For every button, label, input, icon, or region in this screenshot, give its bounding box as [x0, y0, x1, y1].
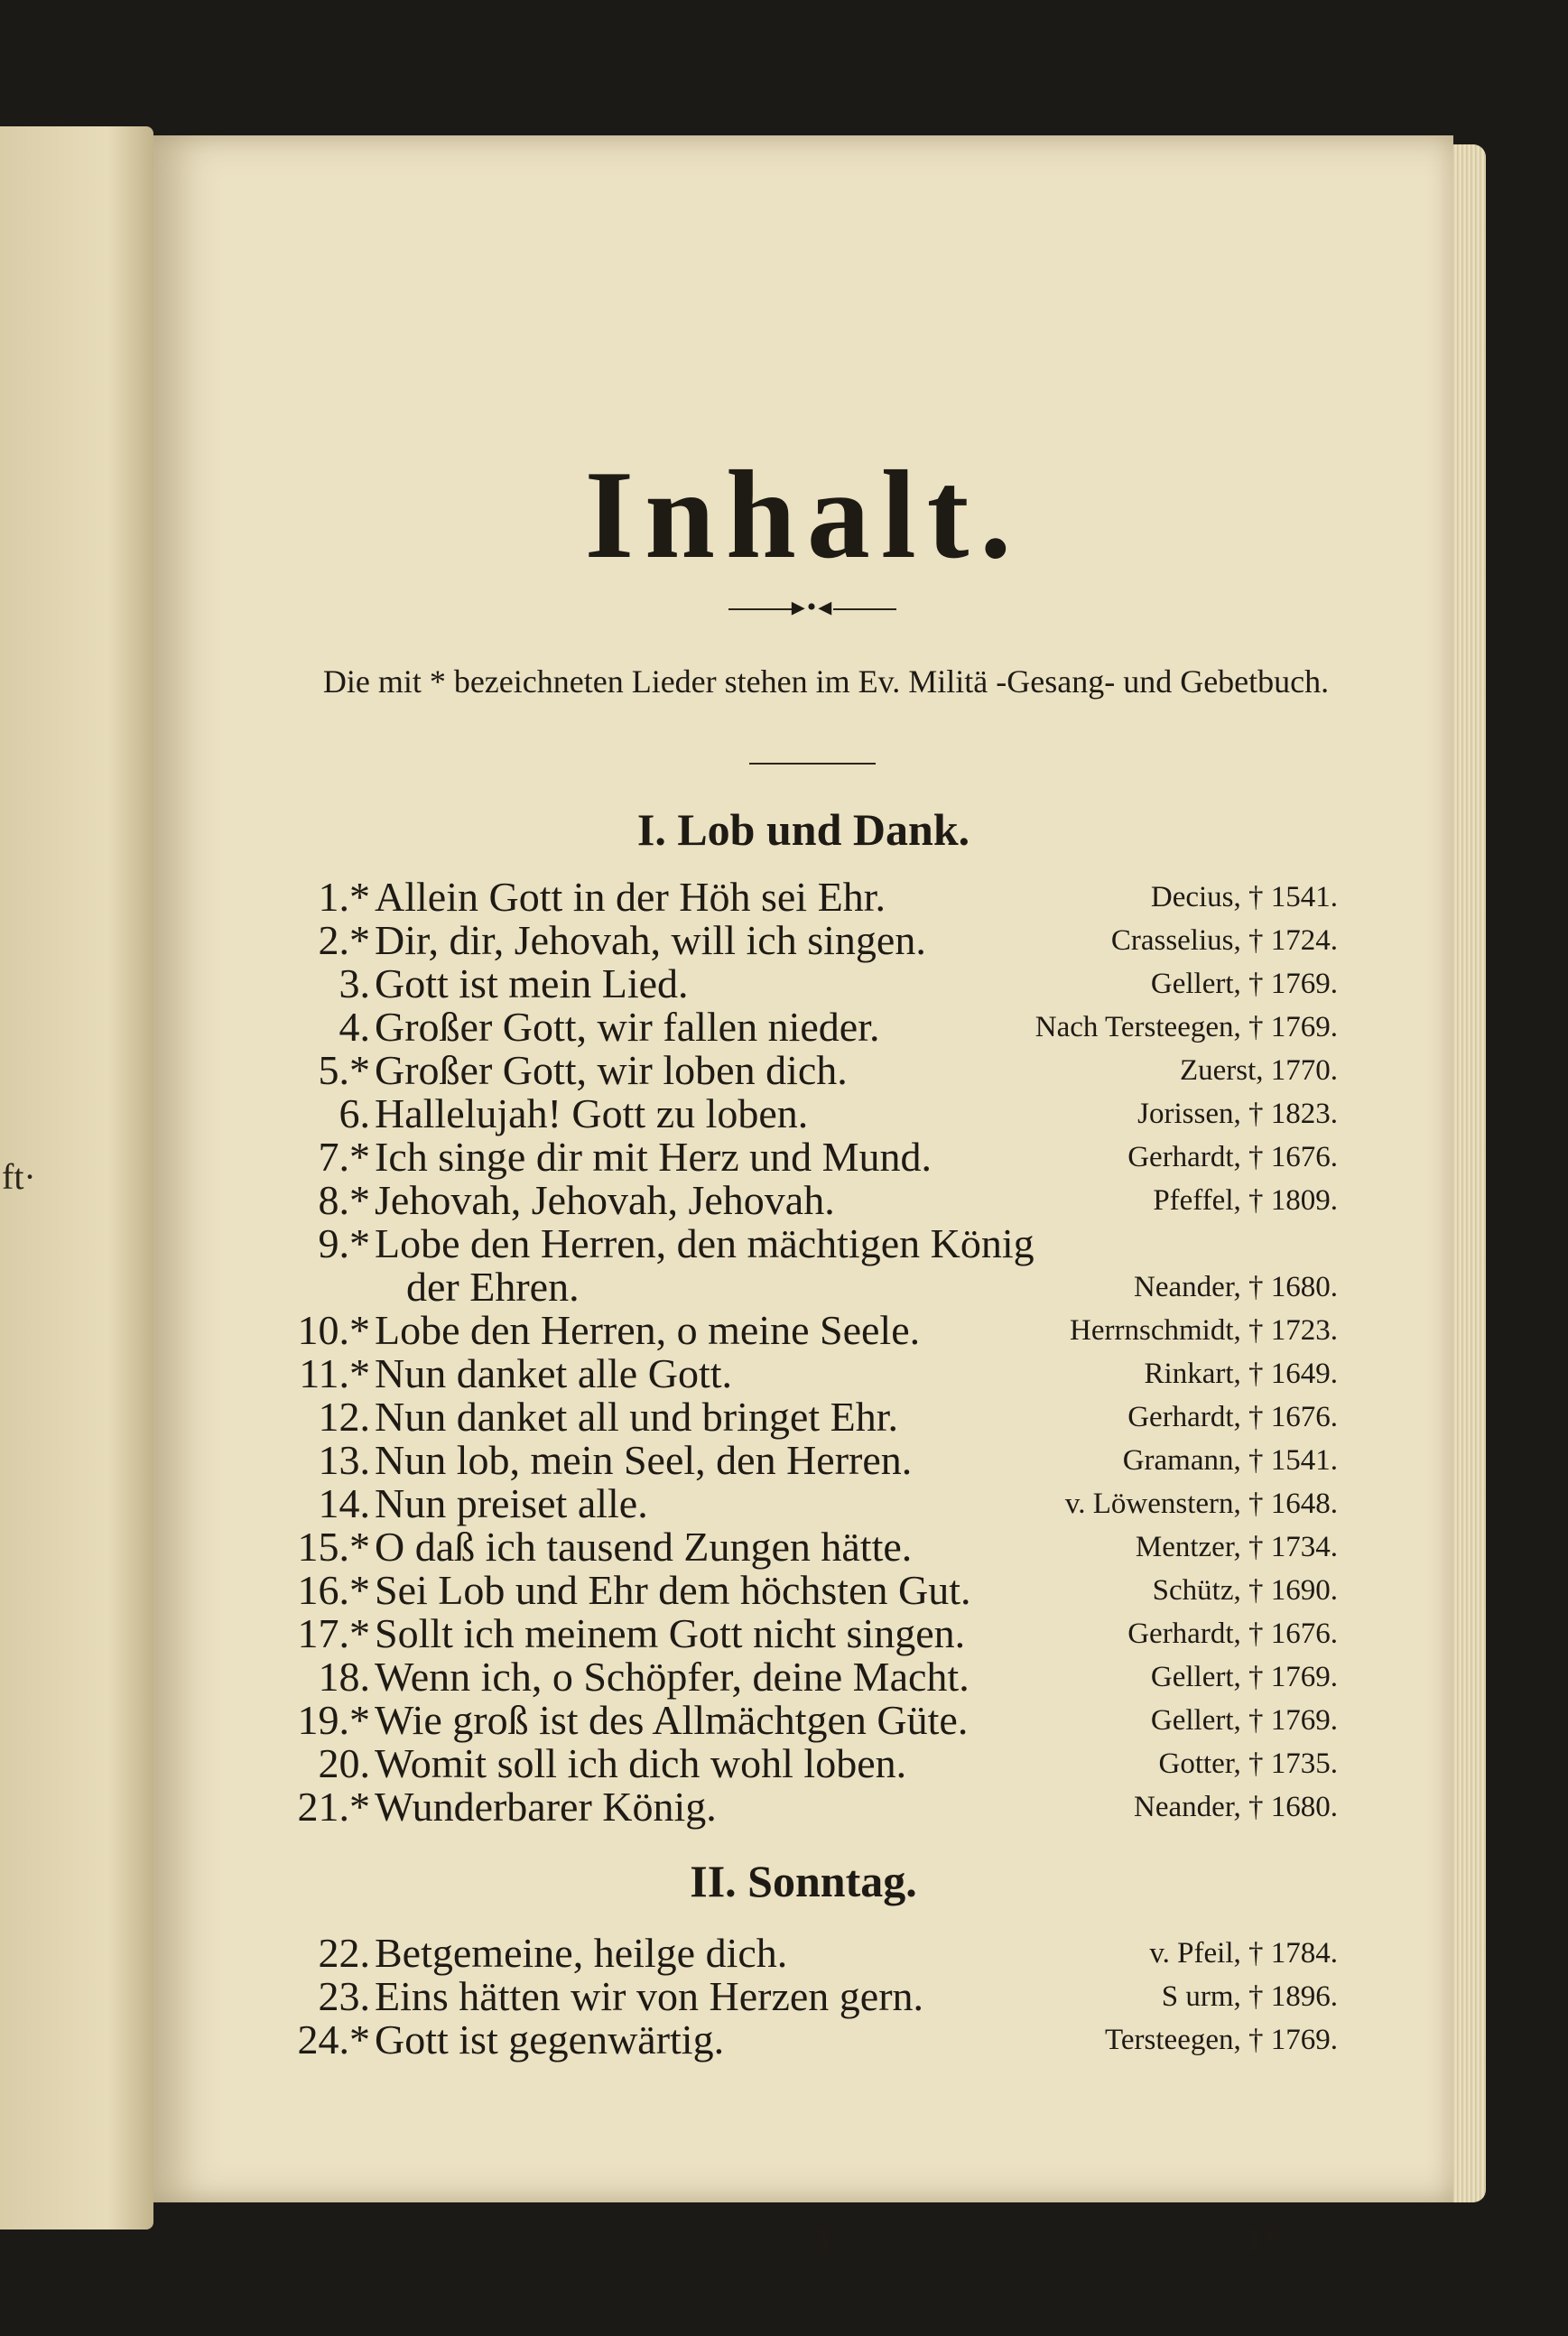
- entry-title: Nun danket all und bringet Ehr.: [375, 1394, 898, 1440]
- toc-entry: [153, 1569, 1453, 1612]
- entry-number: 5.*: [318, 1047, 370, 1093]
- entry-number: 19.*: [297, 1697, 370, 1743]
- entry-number: 13.: [318, 1437, 370, 1483]
- toc-entry: [153, 2018, 1453, 2062]
- entry-number: 7.*: [318, 1134, 370, 1180]
- entry-author: Mentzer, † 1734.: [1135, 1531, 1338, 1563]
- entry-author: Schütz, † 1690.: [1152, 1574, 1338, 1607]
- toc-entry: [153, 1785, 1453, 1829]
- entry-number: 1.*: [318, 874, 370, 920]
- toc-entry: [153, 1975, 1453, 2018]
- notice-text: Die mit * bezeichneten Lieder stehen im Ev. Militä -Gesang- und Gebetbuch.: [322, 663, 1330, 700]
- entry-number: 17.*: [297, 1610, 370, 1656]
- entry-title: Sollt ich meinem Gott nicht singen.: [375, 1610, 966, 1656]
- entry-number: 16.*: [297, 1567, 370, 1613]
- entry-number: 18.: [318, 1654, 370, 1700]
- entry-title: Großer Gott, wir fallen nieder.: [375, 1004, 880, 1050]
- entry-title: Womit soll ich dich wohl loben.: [375, 1740, 907, 1786]
- entry-author: Gerhardt, † 1676.: [1127, 1141, 1338, 1173]
- entry-author: v. Löwenstern, † 1648.: [1064, 1488, 1338, 1520]
- toc-entry-continuation: [153, 1265, 1453, 1309]
- page-stack-edge: [1453, 144, 1486, 2202]
- entry-number: 12.: [318, 1394, 370, 1440]
- entry-title: Wunderbarer König.: [375, 1784, 717, 1830]
- toc-entry: [153, 1179, 1453, 1222]
- entry-author: v. Pfeil, † 1784.: [1149, 1937, 1338, 1970]
- entry-title-continuation: der Ehren.: [406, 1264, 580, 1310]
- toc-entry: [153, 1655, 1453, 1699]
- entry-number: 8.*: [318, 1177, 370, 1223]
- entry-author: S urm, † 1896.: [1161, 1980, 1338, 2013]
- entry-author: Decius, † 1541.: [1150, 881, 1338, 913]
- entry-title: Nun lob, mein Seel, den Herren.: [375, 1437, 913, 1483]
- toc-entry: [153, 1742, 1453, 1785]
- toc-entry: [153, 1006, 1453, 1049]
- entry-number: 6.: [339, 1090, 370, 1136]
- entry-author: Nach Tersteegen, † 1769.: [1035, 1011, 1338, 1043]
- entry-title: Großer Gott, wir loben dich.: [375, 1047, 848, 1093]
- entry-number: 9.*: [318, 1220, 370, 1266]
- entry-number: 3.: [339, 960, 370, 1006]
- toc-entry: [153, 1525, 1453, 1569]
- entry-author: Gerhardt, † 1676.: [1127, 1618, 1338, 1650]
- section-heading-sonntag: II. Sonntag.: [690, 1856, 917, 1906]
- entry-number: 10.*: [297, 1307, 370, 1353]
- toc-entry: [153, 1222, 1453, 1265]
- entry-author: Tersteegen, † 1769.: [1105, 2024, 1338, 2056]
- entry-title: Eins hätten wir von Herzen gern.: [375, 1973, 924, 2019]
- entry-number: 14.: [318, 1480, 370, 1526]
- toc-entry: [153, 1439, 1453, 1482]
- entry-number: 21.*: [297, 1784, 370, 1830]
- entry-title: Jehovah, Jehovah, Jehovah.: [375, 1177, 835, 1223]
- toc-entry: [153, 919, 1453, 962]
- entry-author: Gellert, † 1769.: [1150, 1661, 1338, 1693]
- printer-signature-mark: 1*: [1246, 2221, 1280, 2259]
- toc-entry: [153, 1092, 1453, 1136]
- ornament-divider: ▸•◂: [722, 591, 903, 623]
- entry-number: 2.*: [318, 917, 370, 963]
- entry-number: 15.*: [297, 1524, 370, 1570]
- entry-author: Zuerst, 1770.: [1179, 1054, 1338, 1087]
- entry-author: Neander, † 1680.: [1134, 1271, 1338, 1303]
- entry-title: Nun preiset alle.: [375, 1480, 648, 1526]
- entry-author: Gellert, † 1769.: [1150, 968, 1338, 1000]
- toc-entry: [153, 1395, 1453, 1439]
- toc-entry: [153, 1482, 1453, 1525]
- entry-title: Gott ist gegenwärtig.: [375, 2016, 725, 2063]
- entry-title: Lobe den Herren, o meine Seele.: [375, 1307, 921, 1353]
- toc-entry: [153, 876, 1453, 919]
- entry-number: 20.: [318, 1740, 370, 1786]
- toc-entry: [153, 1612, 1453, 1655]
- entry-author: Gotter, † 1735.: [1158, 1747, 1338, 1780]
- entry-author: Neander, † 1680.: [1134, 1791, 1338, 1823]
- entry-number: 11.*: [299, 1350, 370, 1396]
- toc-entry: [153, 1136, 1453, 1179]
- entry-title: Allein Gott in der Höh sei Ehr.: [375, 874, 886, 920]
- page-title: Inhalt.: [584, 445, 1023, 585]
- entry-author: Gramann, † 1541.: [1122, 1444, 1338, 1477]
- entry-author: Rinkart, † 1649.: [1144, 1358, 1338, 1390]
- entry-title: Ich singe dir mit Herz und Mund.: [375, 1134, 932, 1180]
- section-heading-lob-und-dank: I. Lob und Dank.: [636, 804, 970, 855]
- toc-entry: [153, 1699, 1453, 1742]
- entry-title: Sei Lob und Ehr dem höchsten Gut.: [375, 1567, 971, 1613]
- left-page: [0, 126, 153, 2229]
- contents-page: [153, 135, 1453, 2259]
- page-number: 3: [812, 2221, 830, 2259]
- divider-rule: [749, 763, 876, 765]
- toc-entry: [153, 1309, 1453, 1352]
- entry-author: Jorissen, † 1823.: [1137, 1098, 1338, 1130]
- entry-number: 23.: [318, 1973, 370, 2019]
- entry-author: Herrnschmidt, † 1723.: [1070, 1314, 1338, 1347]
- entry-number: 22.: [318, 1930, 370, 1976]
- toc-entry: [153, 1352, 1453, 1395]
- entry-title: Gott ist mein Lied.: [375, 960, 689, 1006]
- left-page-text-fragment: ft·: [2, 1156, 36, 1197]
- entry-title: Wenn ich, o Schöpfer, deine Macht.: [375, 1654, 970, 1700]
- entry-title: Wie groß ist des Allmächtgen Güte.: [375, 1697, 969, 1743]
- entry-author: Gerhardt, † 1676.: [1127, 1401, 1338, 1433]
- entry-title: Lobe den Herren, den mächtigen König: [375, 1220, 1035, 1266]
- toc-entry: [153, 962, 1453, 1006]
- toc-entry: [153, 1932, 1453, 1975]
- entry-number: 4.: [339, 1004, 370, 1050]
- entry-title: Betgemeine, heilge dich.: [375, 1930, 788, 1976]
- entry-author: Pfeffel, † 1809.: [1153, 1184, 1338, 1217]
- entry-author: Crasselius, † 1724.: [1110, 924, 1338, 957]
- entry-title: Hallelujah! Gott zu loben.: [375, 1090, 809, 1136]
- entry-title: Dir, dir, Jehovah, will ich singen.: [375, 917, 926, 963]
- entry-title: O daß ich tausend Zungen hätte.: [375, 1524, 913, 1570]
- entry-author: Gellert, † 1769.: [1150, 1704, 1338, 1737]
- toc-entry: [153, 1049, 1453, 1092]
- entry-number: 24.*: [297, 2016, 370, 2063]
- entry-title: Nun danket alle Gott.: [375, 1350, 733, 1396]
